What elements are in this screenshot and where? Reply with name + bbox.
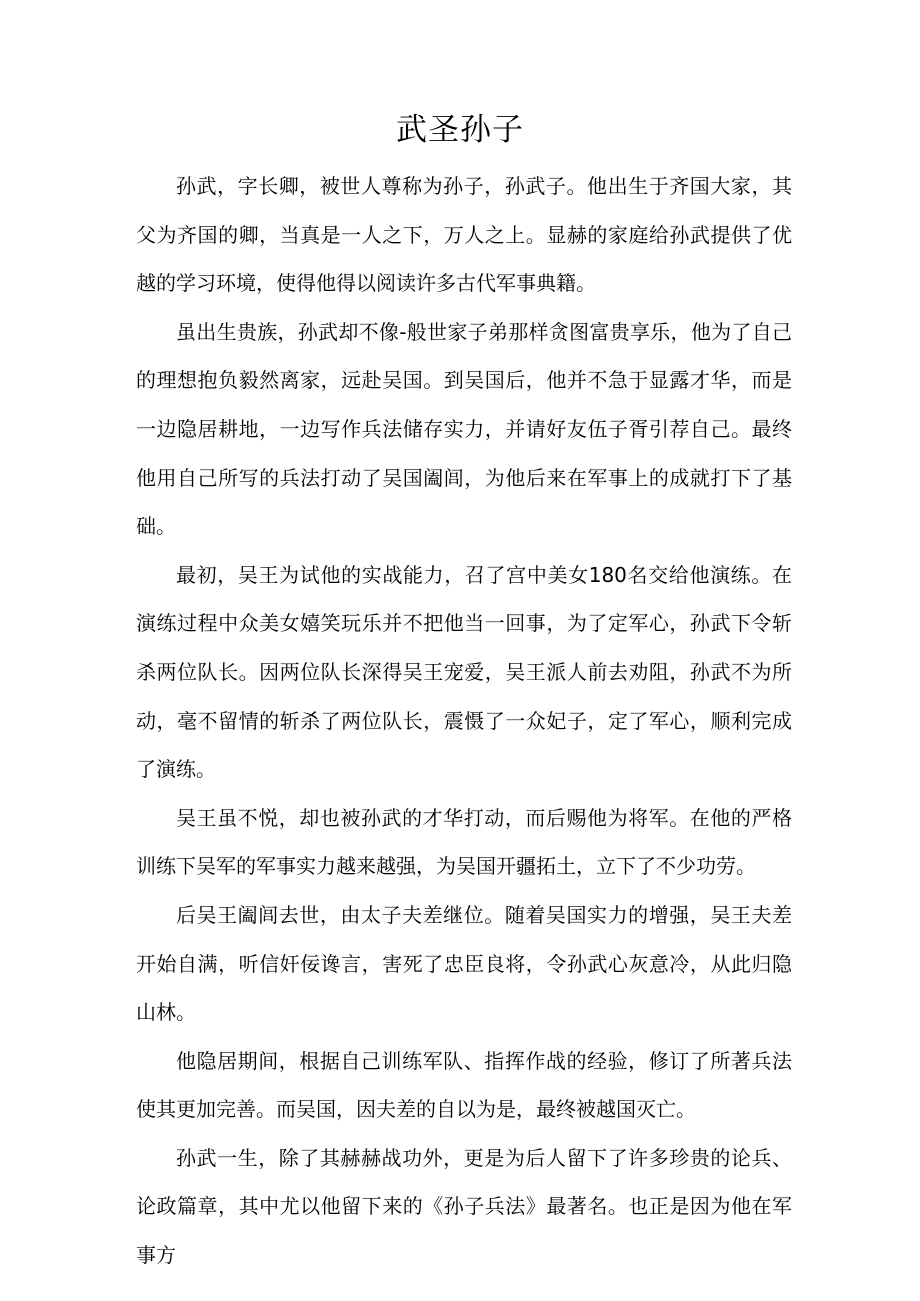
paragraph-3: 最初，吴王为试他的实战能力，召了宫中美女180名交给他演练。在演练过程中众美女嬉笑玩乐并不把他当一回事，为了定军心，孙武下令斩杀两位队长。因两位队长深得吴王宠爱，吴王派人前去劝阻，孙武不为所动，毫不留情的斩杀了两位队长，震慑了一众妃子，定了军心，顺利完成了演练。 xyxy=(136,562,792,782)
paragraph-2: 虽出生贵族，孙武却不像-般世家子弟那样贪图富贵享乐，他为了自己的理想抱负毅然离家，远赴吴国。到吴国后，他并不急于显露才华，而是一边隐居耕地，一边写作兵法储存实力，并请好友伍子胥引荐自己。最终他用自己所写的兵法打动了吴国阖闾，为他后来在军事上的成就打下了基础。 xyxy=(136,319,792,539)
paragraph-7: 孙武一生，除了其赫赫战功外，更是为后人留下了许多珍贵的论兵、论政篇章，其中尤以他留下来的《孙子兵法》最著名。也正是因为他在军事方 xyxy=(136,1145,792,1268)
paragraph-6: 他隐居期间，根据自己训练军队、指挥作战的经验，修订了所著兵法使其更加完善。而吴国，因夫差的自以为是，最终被越国灭亡。 xyxy=(136,1048,792,1122)
paragraph-4: 吴王虽不悦，却也被孙武的才华打动，而后赐他为将军。在他的严格训练下吴军的军事实力越来越强，为吴国开疆拓土，立下了不少功劳。 xyxy=(136,805,792,879)
paragraph-5: 后吴王阖闾去世，由太子夫差继位。随着吴国实力的增强，吴王夫差开始自满，听信奸佞谗言，害死了忠臣良将，令孙武心灰意冷，从此归隐山林。 xyxy=(136,902,792,1025)
page-title: 武圣孙子 xyxy=(396,112,524,148)
article-body xyxy=(136,162,792,1280)
paragraph-1: 孙武，字长卿，被世人尊称为孙子，孙武子。他出生于齐国大家，其父为齐国的卿，当真是一人之下，万人之上。显赫的家庭给孙武提供了优越的学习环境，使得他得以阅读许多古代军事典籍。 xyxy=(136,174,792,296)
